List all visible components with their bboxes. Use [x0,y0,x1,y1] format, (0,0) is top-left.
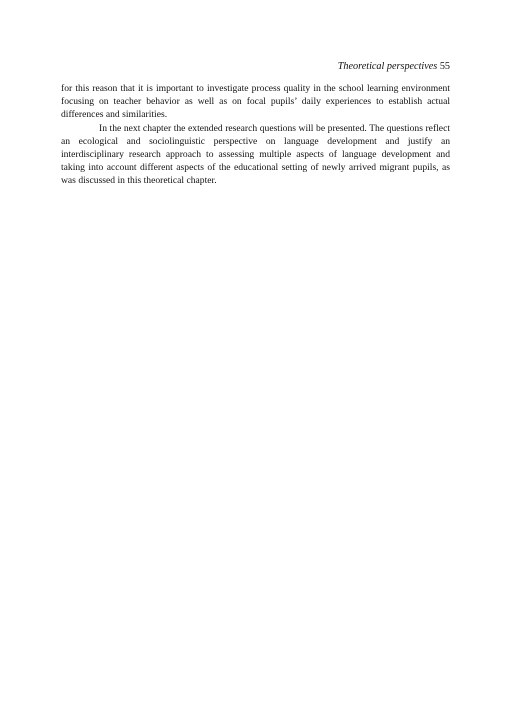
running-header [338,60,450,73]
paragraph-next-chapter: In the next chapter the extended research questions will be presented. The questions reflect an ecological and sociolinguistic perspective on language development and justify an interdisciplinary research approach to assessing multiple aspects of language development and taking into account different aspects of the educational setting of newly arrived migrant pupils, as was discussed in this theoretical chapter. [61,122,450,187]
body-text [61,82,450,188]
paragraph-continuation: for this reason that it is important to investigate process quality in the school learning environment focusing on teacher behavior as well as on focal pupils’ daily experiences to establish actual differences and similarities. [61,83,450,121]
page-number: 55 [439,61,450,72]
running-header-title: Theoretical perspectives [337,61,438,72]
